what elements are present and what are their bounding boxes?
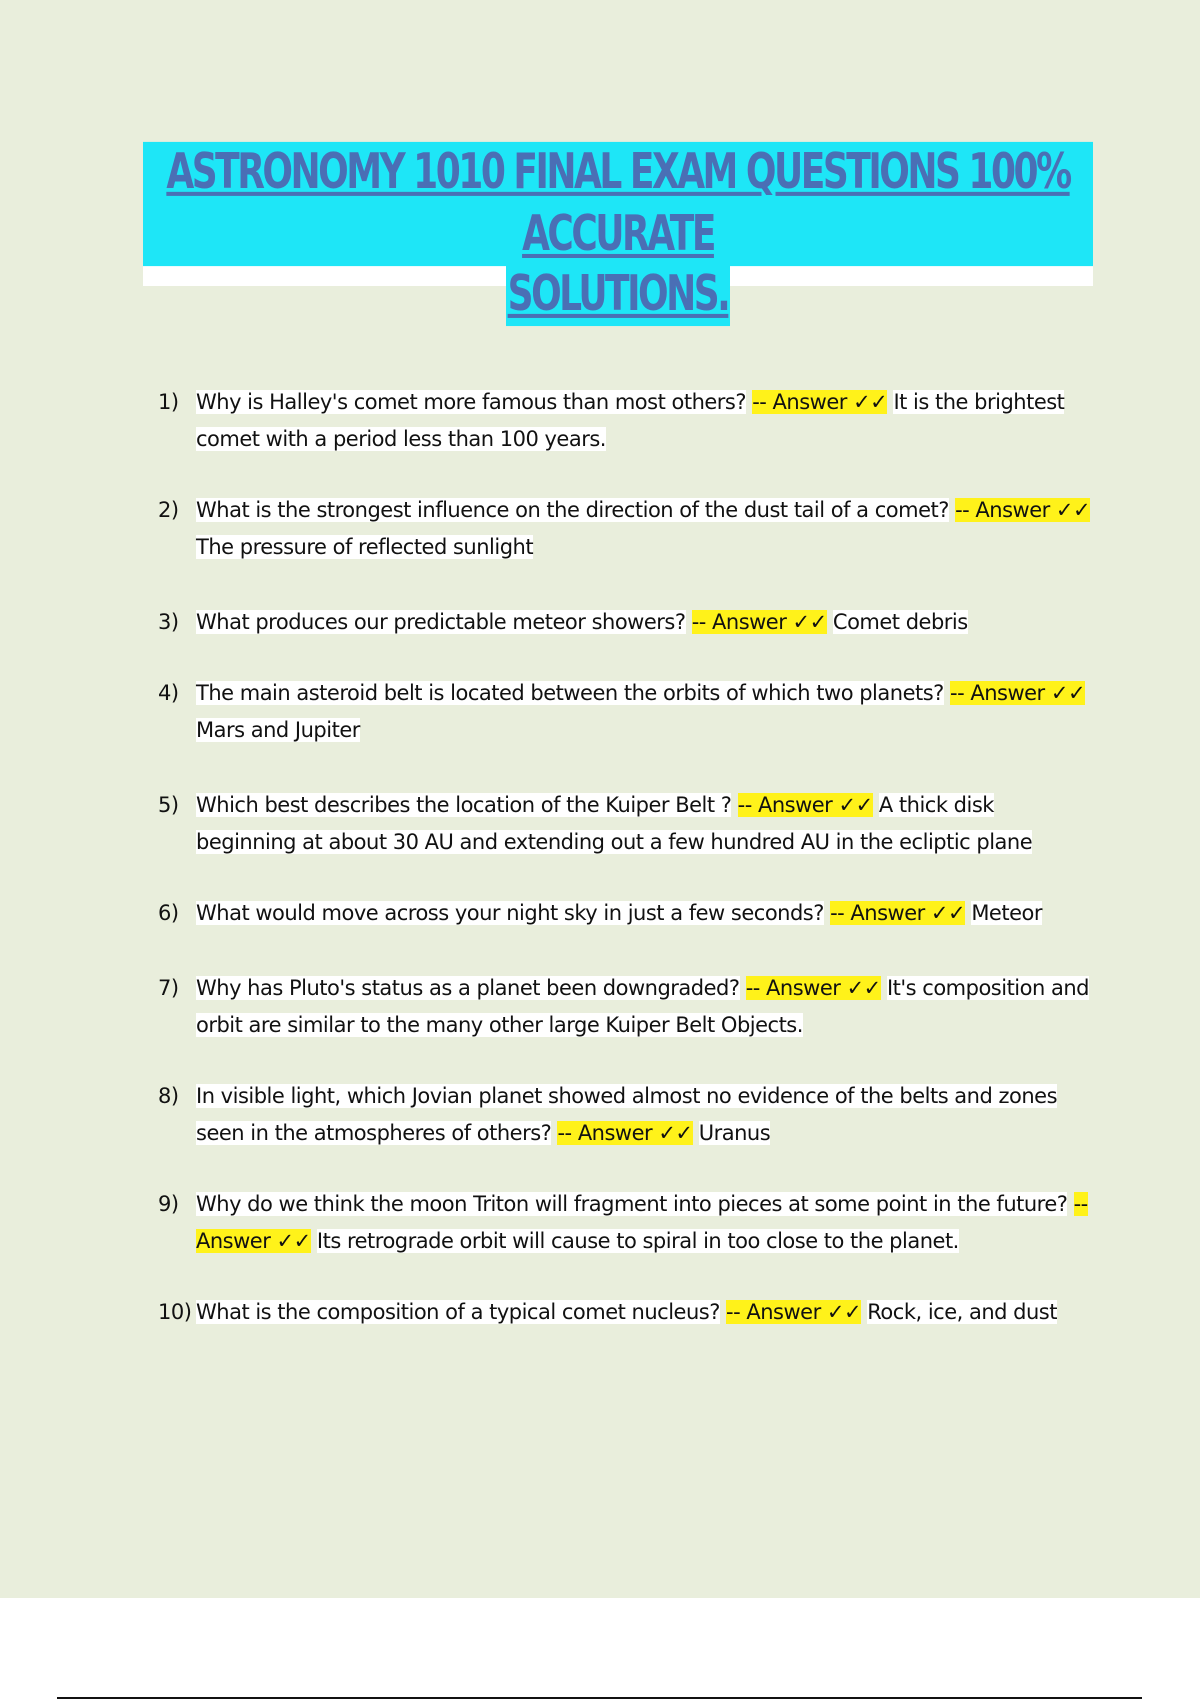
question-number: 6) [158,901,179,925]
question-text: Why do we think the moon Triton will fragment into pieces at some point in the future? [196,1192,1068,1216]
qa-item [158,1078,1098,1152]
answer-marker: -- Answer ✓✓ [752,390,888,414]
title-line-2: SOLUTIONS. [506,264,731,326]
answer-marker: -- Answer ✓✓ [691,610,827,634]
question-text: What would move across your night sky in just a few seconds? [196,901,824,925]
question-number: 1) [158,390,179,414]
question-text: Why has Pluto's status as a planet been downgraded? [196,976,740,1000]
answer-marker: -- Answer ✓✓ [557,1121,693,1145]
answer-text: Meteor [971,901,1042,925]
question-number: 3) [158,610,179,634]
answer-text: It's composition and orbit are similar to the many other large Kuiper Belt Objects. [196,976,1089,1037]
answer-text: It is the brightest comet with a period less than 100 years. [196,390,1065,451]
qa-item [158,1186,1098,1260]
answer-text: Mars and Jupiter [196,718,360,742]
qa-item [158,1294,1098,1331]
answer-text: A thick disk beginning at about 30 AU and extending out a few hundred AU in the ecliptic plane [196,793,1033,854]
question-number: 8) [158,1084,179,1108]
question-number: 4) [158,681,179,705]
answer-text: Comet debris [832,610,968,634]
answer-marker: -- Answer ✓✓ [830,901,966,925]
question-number: 7) [158,976,179,1000]
title-box [143,144,1093,322]
question-text: What produces our predictable meteor showers? [196,610,686,634]
question-text: Why is Halley's comet more famous than most others? [196,390,747,414]
question-number: 2) [158,498,179,522]
answer-text: Its retrograde orbit will cause to spiral in too close to the planet. [316,1229,959,1253]
question-text: Which best describes the location of the Kuiper Belt ? [196,793,732,817]
question-number: 9) [158,1192,179,1216]
qa-item [158,604,1098,641]
answer-text: The pressure of reflected sunlight [196,535,534,559]
answer-marker: -- Answer ✓✓ [726,1300,862,1324]
qa-item [158,787,1098,861]
answer-marker: -- Answer ✓✓ [196,1192,1088,1253]
question-text: What is the composition of a typical comet nucleus? [196,1300,720,1324]
qa-item [158,492,1098,566]
answer-marker: -- Answer ✓✓ [737,793,873,817]
question-text: What is the strongest influence on the direction of the dust tail of a comet? [196,498,949,522]
question-number: 10) [158,1300,192,1324]
question-number: 5) [158,793,179,817]
answer-marker: -- Answer ✓✓ [950,681,1086,705]
qa-item [158,384,1098,458]
footer-divider [57,1697,1142,1699]
qa-item [158,675,1098,749]
answer-marker: -- Answer ✓✓ [745,976,881,1000]
qa-item [158,895,1098,932]
answer-text: Rock, ice, and dust [867,1300,1057,1324]
qa-item [158,970,1098,1044]
answer-marker: -- Answer ✓✓ [955,498,1091,522]
qa-list [158,384,1098,1331]
question-text: In visible light, which Jovian planet showed almost no evidence of the belts and zones seen in the atmospheres of others? [196,1084,1058,1145]
question-text: The main asteroid belt is located between the orbits of which two planets? [196,681,944,705]
title-line-1: ASTRONOMY 1010 FINAL EXAM QUESTIONS 100% ACCURATE [143,142,1093,266]
answer-text: Uranus [698,1121,771,1145]
